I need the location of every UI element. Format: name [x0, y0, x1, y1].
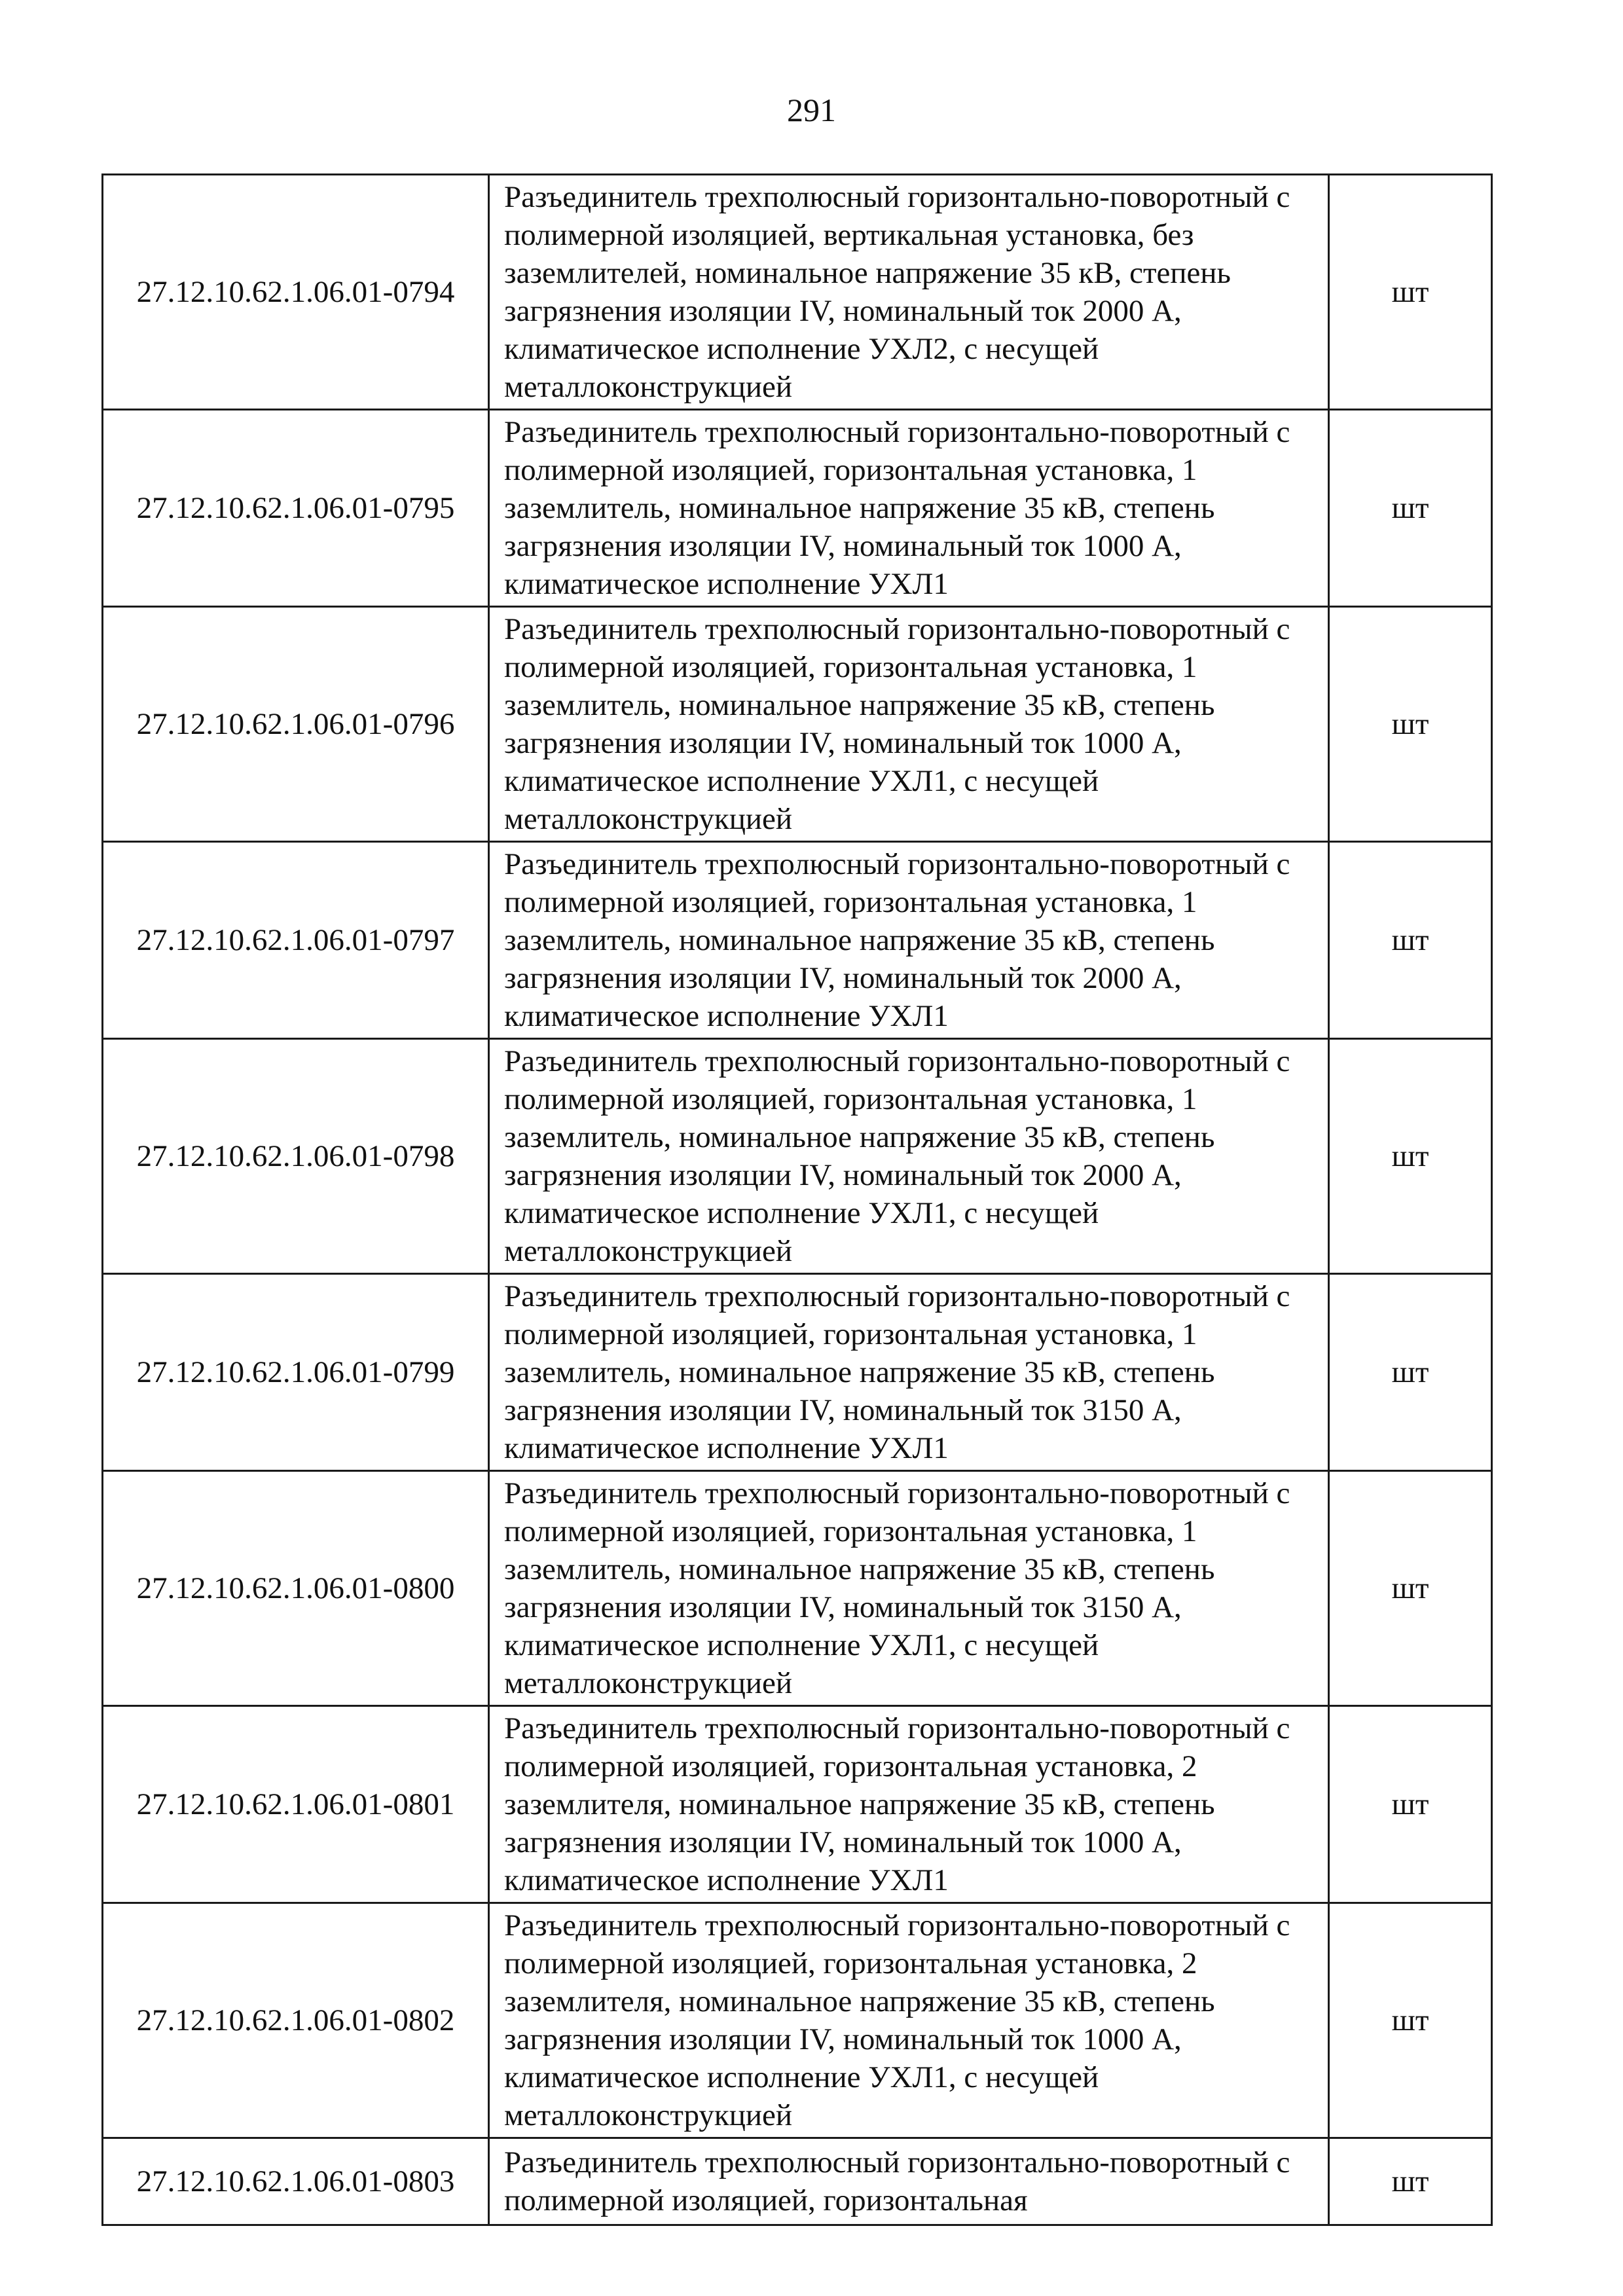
- unit-of-measure: шт: [1329, 1903, 1492, 2138]
- unit-of-measure: шт: [1329, 2138, 1492, 2225]
- resource-description: Разъединитель трехполюсный горизонтально-поворотный с полимерной изоляцией, горизонтальная установка, 1 заземлитель, номинальное напряжение 35 кВ, степень загрязнения изоляции IV, номинальный ток 1000 А, климатическое исполнение УХЛ1: [489, 410, 1329, 607]
- resource-code: 27.12.10.62.1.06.01-0799: [103, 1274, 489, 1471]
- table-row: [103, 1274, 1492, 1471]
- table-row: [103, 1903, 1492, 2138]
- resource-description: Разъединитель трехполюсный горизонтально-поворотный с полимерной изоляцией, горизонтальная установка, 1 заземлитель, номинальное напряжение 35 кВ, степень загрязнения изоляции IV, номинальный ток 1000 А, климатическое исполнение УХЛ1, с несущей металлоконструкцией: [489, 607, 1329, 842]
- page-number: 291: [787, 92, 836, 128]
- resource-description: Разъединитель трехполюсный горизонтально-поворотный с полимерной изоляцией, горизонтальная установка, 1 заземлитель, номинальное напряжение 35 кВ, степень загрязнения изоляции IV, номинальный ток 2000 А, климатическое исполнение УХЛ1: [489, 842, 1329, 1039]
- table-row: [103, 175, 1492, 410]
- resource-code: 27.12.10.62.1.06.01-0803: [103, 2138, 489, 2225]
- unit-of-measure: шт: [1329, 1471, 1492, 1706]
- unit-of-measure: шт: [1329, 410, 1492, 607]
- table-row: [103, 410, 1492, 607]
- resource-description: Разъединитель трехполюсный горизонтально-поворотный с полимерной изоляцией, вертикальная установка, без заземлителей, номинальное напряжение 35 кВ, степень загрязнения изоляции IV, номинальный ток 2000 А, климатическое исполнение УХЛ2, с несущей металлоконструкцией: [489, 175, 1329, 410]
- resource-description: Разъединитель трехполюсный горизонтально-поворотный с полимерной изоляцией, горизонтальная установка, 1 заземлитель, номинальное напряжение 35 кВ, степень загрязнения изоляции IV, номинальный ток 3150 А, климатическое исполнение УХЛ1: [489, 1274, 1329, 1471]
- unit-of-measure: шт: [1329, 175, 1492, 410]
- table-row: [103, 842, 1492, 1039]
- resource-description: Разъединитель трехполюсный горизонтально-поворотный с полимерной изоляцией, горизонтальная установка, 2 заземлителя, номинальное напряжение 35 кВ, степень загрязнения изоляции IV, номинальный ток 1000 А, климатическое исполнение УХЛ1: [489, 1706, 1329, 1903]
- table-row: [103, 1471, 1492, 1706]
- unit-of-measure: шт: [1329, 1039, 1492, 1274]
- unit-of-measure: шт: [1329, 842, 1492, 1039]
- resource-code: 27.12.10.62.1.06.01-0796: [103, 607, 489, 842]
- unit-of-measure: шт: [1329, 607, 1492, 842]
- table-row: [103, 1039, 1492, 1274]
- table-row: [103, 607, 1492, 842]
- unit-of-measure: шт: [1329, 1706, 1492, 1903]
- resource-code: 27.12.10.62.1.06.01-0798: [103, 1039, 489, 1274]
- resource-description: Разъединитель трехполюсный горизонтально-поворотный с полимерной изоляцией, горизонтальная: [489, 2138, 1329, 2225]
- resource-code: 27.12.10.62.1.06.01-0795: [103, 410, 489, 607]
- resource-code: 27.12.10.62.1.06.01-0794: [103, 175, 489, 410]
- resource-description: Разъединитель трехполюсный горизонтально-поворотный с полимерной изоляцией, горизонтальная установка, 2 заземлителя, номинальное напряжение 35 кВ, степень загрязнения изоляции IV, номинальный ток 1000 А, климатическое исполнение УХЛ1, с несущей металлоконструкцией: [489, 1903, 1329, 2138]
- catalog-table: [101, 173, 1493, 2226]
- catalog-table-body: [103, 175, 1492, 2225]
- resource-code: 27.12.10.62.1.06.01-0797: [103, 842, 489, 1039]
- resource-description: Разъединитель трехполюсный горизонтально-поворотный с полимерной изоляцией, горизонтальная установка, 1 заземлитель, номинальное напряжение 35 кВ, степень загрязнения изоляции IV, номинальный ток 2000 А, климатическое исполнение УХЛ1, с несущей металлоконструкцией: [489, 1039, 1329, 1274]
- unit-of-measure: шт: [1329, 1274, 1492, 1471]
- resource-code: 27.12.10.62.1.06.01-0801: [103, 1706, 489, 1903]
- table-row: [103, 1706, 1492, 1903]
- resource-code: 27.12.10.62.1.06.01-0802: [103, 1903, 489, 2138]
- resource-code: 27.12.10.62.1.06.01-0800: [103, 1471, 489, 1706]
- resource-description: Разъединитель трехполюсный горизонтально-поворотный с полимерной изоляцией, горизонтальная установка, 1 заземлитель, номинальное напряжение 35 кВ, степень загрязнения изоляции IV, номинальный ток 3150 А, климатическое исполнение УХЛ1, с несущей металлоконструкцией: [489, 1471, 1329, 1706]
- table-row: [103, 2138, 1492, 2225]
